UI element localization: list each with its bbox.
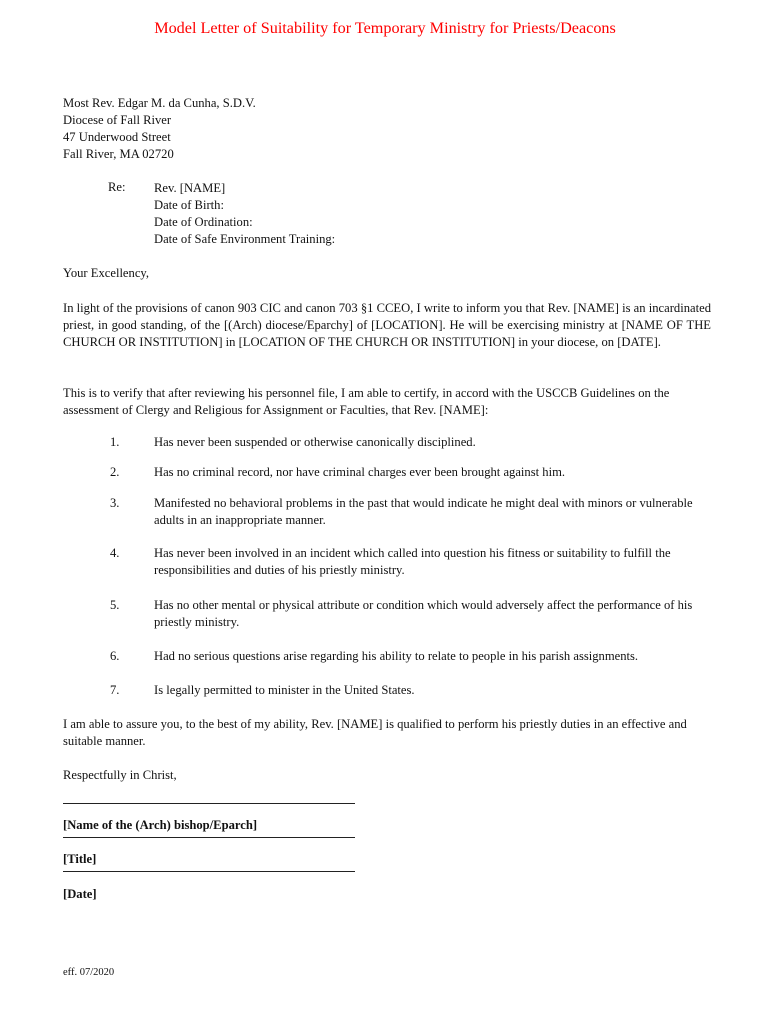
item-text: Has no other mental or physical attribute or condition which would adversely affect the performance of his priestly ministry. — [154, 598, 693, 629]
complimentary-close: Respectfully in Christ, — [63, 768, 177, 782]
intro-paragraph: In light of the provisions of canon 903 CIC and canon 703 §1 CCEO, I write to inform you that Rev. [NAME] is an incardinated priest, in good standing, of the [(Arch) diocese/Eparchy] of [LOCATION]. He will be exercising ministry at [NAME OF THE CHURCH OR INSTITUTION] in [LOCATION OF THE CHURCH OR INSTITUTION] in your diocese, on [DATE]. — [63, 301, 711, 349]
effective-date-footer: eff. 07/2020 — [63, 967, 115, 978]
re-label: Re: — [108, 180, 126, 194]
signature-line — [63, 803, 355, 804]
title-line — [63, 837, 355, 838]
recipient-address — [63, 95, 711, 163]
closing-paragraph: I am able to assure you, to the best of my ability, Rev. [NAME] is qualified to perform his priestly duties in an effective and suitable manner. — [63, 717, 687, 748]
item-number: 4. — [110, 546, 120, 560]
item-number: 7. — [110, 683, 120, 697]
salutation: Your Excellency, — [63, 266, 150, 280]
signature-name-label: [Name of the (Arch) bishop/Eparch] — [63, 818, 258, 832]
item-text: Had no serious questions arise regarding his ability to relate to people in his parish assignments. — [154, 649, 639, 663]
item-number: 2. — [110, 465, 120, 479]
re-line: Rev. [NAME] — [154, 181, 226, 195]
date-line — [63, 871, 355, 872]
item-text: Has never been suspended or otherwise canonically disciplined. — [154, 435, 476, 449]
re-line: Date of Ordination: — [154, 215, 253, 229]
item-number: 6. — [110, 649, 120, 663]
item-number: 3. — [110, 496, 120, 510]
item-text: Has never been involved in an incident which called into question his fitness or suitability to fulfill the responsibilities and duties of his priestly ministry. — [154, 546, 671, 577]
document-title: Model Letter of Suitability for Temporary Ministry for Priests/Deacons — [154, 19, 616, 37]
item-number: 1. — [110, 435, 120, 449]
re-line: Date of Safe Environment Training: — [154, 232, 336, 246]
item-text: Has no criminal record, nor have criminal charges ever been brought against him. — [154, 465, 566, 479]
item-text: Is legally permitted to minister in the United States. — [154, 683, 415, 697]
address-line: Diocese of Fall River — [63, 113, 172, 127]
address-line: 47 Underwood Street — [63, 130, 171, 144]
address-line: Fall River, MA 02720 — [63, 147, 174, 161]
item-number: 5. — [110, 598, 120, 612]
re-line: Date of Birth: — [154, 198, 224, 212]
signature-date-label: [Date] — [63, 887, 97, 901]
item-text: Manifested no behavioral problems in the past that would indicate he might deal with minors or vulnerable adults in an inappropriate manner. — [154, 496, 693, 527]
certification-paragraph: This is to verify that after reviewing his personnel file, I am able to certify, in accord with the USCCB Guidelines on the assessment of Clergy and Religious for Assignment or Faculties, that Rev. [NAME]: — [63, 386, 670, 417]
signature-title-label: [Title] — [63, 852, 97, 866]
re-block — [154, 180, 335, 248]
address-line: Most Rev. Edgar M. da Cunha, S.D.V. — [63, 96, 256, 110]
